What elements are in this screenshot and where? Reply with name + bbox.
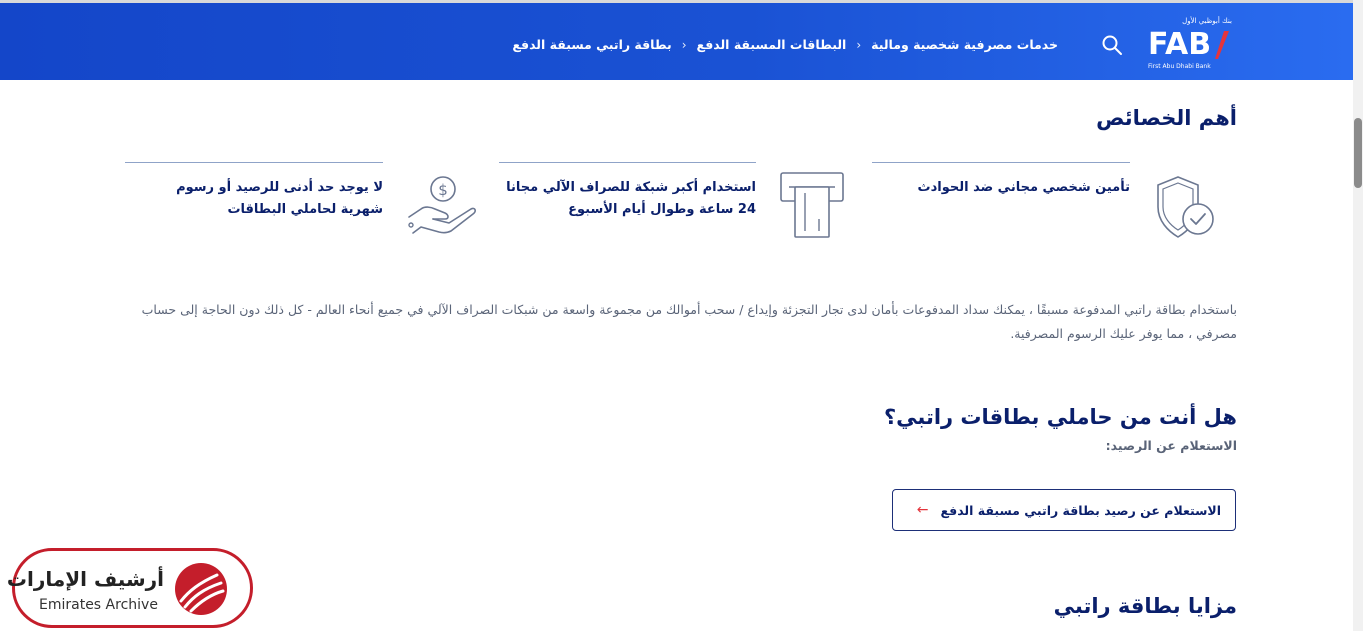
scrollbar-track[interactable] <box>1353 0 1363 631</box>
balance-inquiry-button-label: الاستعلام عن رصيد بطاقة راتبي مسبقة الدفع <box>940 502 1221 518</box>
atm-card-icon <box>779 169 857 245</box>
shield-check-icon <box>1152 171 1230 247</box>
search-button[interactable] <box>1100 33 1124 57</box>
logo-flag-icon <box>1212 31 1230 59</box>
logo-arabic-text: بنك أبوظبي الأول <box>1182 17 1232 25</box>
search-icon <box>1100 33 1124 57</box>
benefits-heading: مزايا بطاقة راتبي <box>1053 594 1237 618</box>
arrow-left-icon: ← <box>916 502 929 518</box>
holders-heading: هل أنت من حاملي بطاقات راتبي؟ <box>883 405 1237 429</box>
site-header <box>0 0 1353 80</box>
features-heading: أهم الخصائص <box>1096 106 1237 130</box>
feature-item-atm <box>499 162 756 242</box>
breadcrumb-prepaid-cards[interactable]: البطاقات المسبقة الدفع <box>696 37 847 52</box>
emirates-archive-logo-icon <box>173 561 229 617</box>
scrollbar-thumb[interactable] <box>1354 118 1362 188</box>
feature-text: لا يوجد حد أدنى للرصيد أو رسوم شهرية لحاملي البطاقات <box>176 180 383 217</box>
watermark-arabic: أرشيف الإمارات <box>6 567 164 591</box>
logo-english-text: First Abu Dhabi Bank <box>1148 63 1211 70</box>
balance-inquiry-label: الاستعلام عن الرصيد: <box>1105 438 1237 453</box>
feature-item-insurance <box>872 162 1130 242</box>
logo-wordmark: FAB <box>1148 27 1212 62</box>
chevron-left-icon: ‹ <box>856 37 862 52</box>
feature-item-no-fees <box>125 162 448 242</box>
fab-logo[interactable] <box>1146 17 1232 75</box>
breadcrumb-personal-banking[interactable]: خدمات مصرفية شخصية ومالية <box>871 37 1058 52</box>
hand-coin-icon <box>405 169 483 245</box>
feature-text: استخدام أكبر شبكة للصراف الآلي مجانا 24 ساعة وطوال أيام الأسبوع <box>506 180 756 217</box>
chevron-left-icon: ‹ <box>681 37 687 52</box>
breadcrumb <box>512 37 1058 52</box>
feature-text: تأمين شخصي مجاني ضد الحوادث <box>917 180 1130 195</box>
svg-text:$: $ <box>438 181 448 199</box>
breadcrumb-ratibi-card[interactable]: بطاقة راتبي مسبقة الدفع <box>512 37 672 52</box>
watermark-english: Emirates Archive <box>39 597 158 613</box>
balance-inquiry-button[interactable] <box>892 489 1236 531</box>
emirates-archive-watermark <box>6 548 253 628</box>
ratibi-description: باستخدام بطاقة راتبي المدفوعة مسبقًا ، يمكنك سداد المدفوعات بأمان لدى تجار التجزئة وإيداع / سحب أموالك من مجموعة واسعة من شبكات الصراف الآلي في جميع أنحاء العالم - كل ذلك دون الحاجة إلى حساب مصرفي ، مما يوفر عليك الرسوم المصرفية. <box>141 302 1237 341</box>
